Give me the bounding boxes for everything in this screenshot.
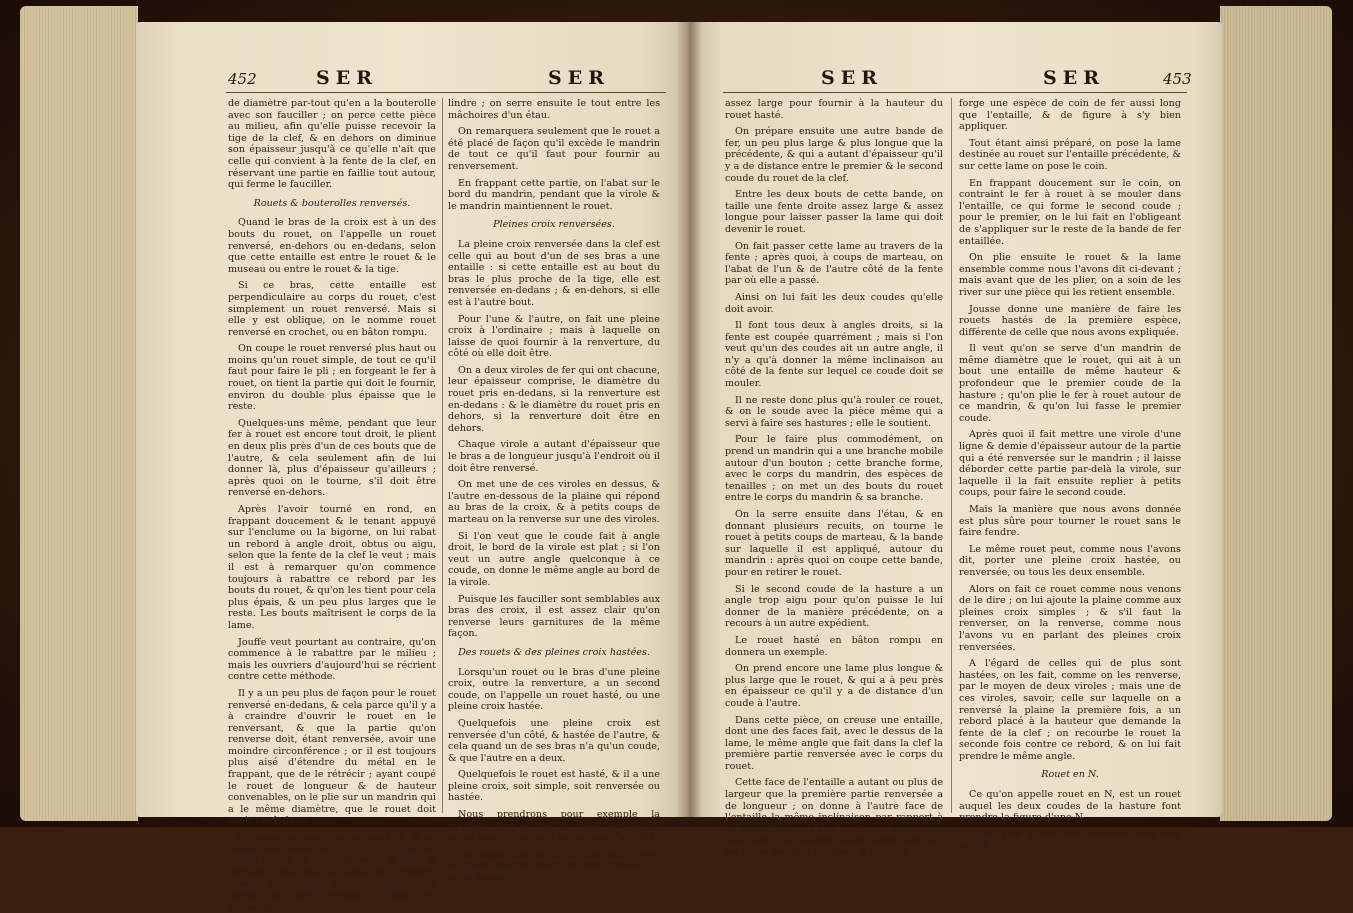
- paragraph: Entre les deux bouts de cette bande, on taille une fente droite assez large & assez longue pour laisser passer la lame qui doit devenir le rouet.: [725, 189, 943, 235]
- paragraph: Il veut qu'on se serve d'un mandrin de même diamètre que le rouet, qui ait à un bout une entaille de même hauteur & profondeur que le premier coude de la hasture ; qu'on plie le fer à rouet autour de ce mandrin, & qu'on lui fasse le premier coude.: [959, 343, 1181, 424]
- paragraph: forge une espèce de coin de fer aussi long que l'entaille, & de figure à s'y bien appliquer.: [959, 98, 1181, 133]
- paragraph: Ce qu'on appelle rouet en N, est un rouet auquel les deux coudes de la hasture font prendre la figure d'une N.: [959, 789, 1181, 824]
- book-gutter: [676, 22, 702, 817]
- paragraph: Il font tous deux à angles droits, si la fente est coupée quarrément ; mais si l'on veut qu'un des coudes ait un autre angle, il n'y a qu'à donner la même inclinaison au côté de la fente sur lequel ce coude doit se mouler.: [725, 320, 943, 390]
- right-page-column-2: [959, 98, 1181, 852]
- paragraph: Si ce bras, cette entaille est perpendiculaire au corps du rouet, c'est simplement un rouet renversé. Mais si elle y est oblique, on le nomme rouet renversé en crochet, ou en bâton rompu.: [228, 280, 436, 338]
- paragraph: On laisse le rouet sur ce mandrin, & on prend une virole de fer qui n'a pas un cercle entier de circonférence, & dont le diamètre est égal à celui du cylindre revêtu du rouet ; on met cette virole autour du rouet, comme le rouet est autour du cy-: [228, 832, 436, 913]
- paragraph: Si l'on veut que le coude fait à angle droit, le bord de la virole est plat ; si l'on veut un autre angle quelconque à ce coude, on donne le même angle au bord de la virole.: [448, 530, 660, 588]
- right-running-head-1: SER: [821, 67, 883, 89]
- paragraph: Après quoi il fait mettre une virole d'une ligne & demie d'épaisseur autour de la partie qui a été renversée sur le mandrin ; il laisse déborder cette partie par-delà la virole, sur laquelle il la fait ensuite replier à petits coups, pour faire le second coude.: [959, 429, 1181, 499]
- paragraph: A l'égard de celles qui de plus sont hastées, on les fait, comme on les renverse, par le moyen de deux viroles ; mais une de ces viroles, savoir, celle sur laquelle on a renversé la plaine la première fois, a un rebord placé à la hauteur que demande la fente de la clef ; on recourbe le rouet la seconde fois contre ce rebord, & on lui fait prendre le même angle.: [959, 658, 1181, 762]
- paragraph: On coupe la bande de fer qui doit former le rouet, comme pour un rouet simple, & on la prend: [448, 848, 660, 884]
- paragraph: Puisque les fauciller sont semblables aux bras des croix, il est assez clair qu'on renverse leurs garnitures de la même façon.: [448, 593, 660, 640]
- paragraph: Pour le faire plus commodément, on prend un mandrin qui a une branche mobile autour d'un bouton ; cette branche forme, avec le corps du mandrin, des espèces de tenailles ; on met un des bouts du rouet entre le corps du mandrin & sa branche.: [725, 434, 943, 504]
- paragraph: lindre ; on serre ensuite le tout entre les mâchoires d'un étau.: [448, 98, 660, 121]
- paragraph: On coupe le rouet renversé plus haut ou moins qu'un rouet simple, de tout ce qu'il faut pour faire le pli ; en forgeant le fer à rouet, on tient la partie qui doit le fournir, environ du double plus épaisse que le reste.: [228, 343, 436, 413]
- paragraph: Mais la manière que nous avons donnée est plus sûre pour tourner le rouet sans le faire fendre.: [959, 504, 1181, 539]
- left-running-head-2: SER: [548, 67, 610, 89]
- paragraph: Jousse donne une manière de faire les rouets hastés de la première espèce, différente de celle que nous avons expliquée.: [959, 303, 1181, 338]
- paragraph: On la serre ensuite dans l'étau, & en donnant plusieurs recuits, on tourne le rouet à petits coups de marteau, & la bande sur laquelle il est appliqué, autour du mandrin : après quoi on coupe cette bande, pour en retirer le rouet.: [725, 509, 943, 578]
- paragraph: Il est aisé d'imaginer comment doit être taillée: [959, 828, 1181, 852]
- right-page-column-1: [725, 98, 943, 859]
- section-heading: Rouets & bouterolles renversés.: [253, 197, 411, 209]
- paragraph: Alors on fait ce rouet comme nous venons de le dire ; on lui ajoute la plaine comme aux pleines croix simples ; & s'il faut la renverser, on la renverse, comme nous l'avons vu en parlant des pleines croix renversées.: [959, 583, 1181, 653]
- paragraph: Quelquefois une pleine croix est renversée d'un côté, & hastée de l'autre, & cela quand un de ses bras n'a qu'un coude, & que l'autre en a deux.: [448, 717, 660, 764]
- paragraph: Lorsqu'un rouet ou le bras d'une pleine croix, outre la renverture, a un second coude, on l'appelle un rouet hasté, ou une pleine croix hastée.: [448, 666, 660, 713]
- paragraph: On fait passer cette lame au travers de la fente ; après quoi, à coups de marteau, on l'abat de l'un & de l'autre côté de la fente par où elle a passé.: [725, 240, 943, 287]
- left-page-column-2: [448, 98, 660, 884]
- paragraph: On plie ensuite le rouet & la lame ensemble comme nous l'avons dit ci-devant ; mais avant que de les plier, on a soin de les river sur une pièce qui les retient ensemble.: [959, 252, 1181, 298]
- paragraph: assez large pour fournir à la hauteur du rouet hasté.: [725, 98, 943, 121]
- right-page-number: 453: [1163, 70, 1192, 88]
- paragraph: Il ne reste donc plus qu'à rouler ce rouet, & on le soude avec la pièce même qui a servi à faire ses hastures ; elle le soutient.: [725, 394, 943, 429]
- paragraph: Dans cette pièce, on creuse une entaille, dont une des faces fait, avec le dessus de la lame, le même angle que fait dans la clef la première partie renversée avec le corps du rouet.: [725, 714, 943, 772]
- paragraph: de diamètre par-tout qu'en a la bouterolle avec son fauciller ; on perce cette pièce au milieu, afin qu'elle puisse recevoir la tige de la clef, & en dehors on diminue son épaisseur jusqu'à ce qu'elle n'ait que celle qui convient à la fente de la clef, en réservant une partie en faillie tout autour, qui ferme le fauciller.: [228, 98, 436, 191]
- right-page-edges: [1220, 6, 1332, 821]
- paragraph: La pleine croix renversée dans la clef est celle qui au bout d'un de ses bras a une entaille : si cette entaille est au bout du bras le plus proche de la tige, elle est renversée en-dedans ; & en-dehors, si elle est à l'autre bout.: [448, 238, 660, 308]
- paragraph: Cette face de l'entaille a autant ou plus de largeur que la première partie renversée a de longueur ; on donne à l'autre face de l'entaille la même inclinaison par rapport à la précédente, qu'à la partie du rouet, qui vient après le second coude, avec celle qui est entre les deux coudes ; & enfin on: [725, 777, 943, 859]
- paragraph: Chaque virole a autant d'épaisseur que le bras a de longueur jusqu'à l'endroit où il doit être renversé.: [448, 439, 660, 474]
- left-page: [136, 22, 689, 913]
- left-page-number: 452: [228, 70, 257, 88]
- section-heading: Des rouets & des pleines croix hastées.: [458, 646, 650, 658]
- paragraph: Quand le bras de la croix est à un des bouts du rouet, on l'appelle un rouet renversé, en-dehors ou en-dedans, selon que cette entaille est entre le rouet & le museau ou entre le rouet & la tige.: [228, 217, 436, 275]
- paragraph: En frappant doucement sur le coin, on contraint le fer à rouet à se mouler dans l'entaille, ce qui forme le second coude ; pour le premier, on le lui fait en l'obligeant de s'appliquer sur le reste de la bande de fer entaillée.: [959, 177, 1181, 247]
- paragraph: Quelques-uns même, pendant que leur fer à rouet est encore tout droit, le plient en deux plis près d'un de ces bouts que de l'autre, & cela seulement afin de lui donner là, plus d'épaisseur qu'ailleurs ; après quoi on le tourne, s'il doit être renversé en-dehors.: [228, 417, 436, 499]
- right-running-head-2: SER: [1043, 67, 1105, 89]
- paragraph: Quelquefois le rouet est hasté, & il a une pleine croix, soit simple, soit renversée ou hastée.: [448, 769, 660, 804]
- paragraph: On prépare ensuite une autre bande de fer, un peu plus large & plus longue que la précédente, & qui a autant d'épaisseur qu'il y a de distance entre le premier & le second coude du rouet de la clef.: [725, 126, 943, 184]
- left-header-rule: [226, 92, 666, 93]
- section-heading: Rouet en N.: [1041, 769, 1099, 781]
- section-heading: Pleines croix renversées.: [493, 219, 615, 231]
- paragraph: Tout étant ainsi préparé, on pose la lame destinée au rouet sur l'entaille précédente, & sur cette lame on pose le coin.: [959, 137, 1181, 172]
- right-page: [689, 22, 1222, 859]
- paragraph: Pour l'une & l'autre, on fait une pleine croix à l'ordinaire ; mais à laquelle on laisse de quoi fournir à la renverture, du côté où elle doit être.: [448, 313, 660, 360]
- paragraph: Il y a un peu plus de façon pour le rouet renversé en-dedans, & cela parce qu'il y a à craindre d'ouvrir le rouet en le renversant, & que la partie qu'on renverse doit, étant renversée, avoir une moindre circonférence ; or il est toujours plus aisé d'étendre du métal en le frappant, que de le rétrécir ; ayant coupé le rouet de longueur & de hauteur convenables, on le plie sur un mandrin qui a le même diamètre, que le rouet doit avoir en-dedans.: [228, 687, 436, 827]
- right-header-rule: [723, 92, 1187, 93]
- paragraph: Après l'avoir tourné en rond, en frappant doucement & le tenant appuyé sur l'enclume ou la bigorne, on lui rabat un rebord à angle droit, obtus ou aigu, selon que la fente de la clef le veut ; mais il est à remarquer qu'on commence toujours à rabattre ce rebord par les bouts du rouet, & qu'on les tient pour cela plus épais, & un peu plus larges que le reste. Les bouts maîtrisent le corps de la lame.: [228, 504, 436, 631]
- left-column-divider: [442, 98, 443, 813]
- paragraph: Jouffe veut pourtant au contraire, qu'on commence à le rabattre par le milieu ; mais les ouvriers d'aujourd'hui se récrient contre cette méthode.: [228, 636, 436, 683]
- left-page-edges: [20, 6, 138, 821]
- paragraph: On a deux viroles de fer qui ont chacune, leur épaisseur comprise, le diamètre du rouet pris en-dedans, si la renverture est en-dedans : & le diamètre du rouet pris en dehors, si la renverture doit être en dehors.: [448, 364, 660, 434]
- paragraph: Si le second coude de la hasture a un angle trop aigu pour qu'on puisse le lui donner de la manière précédente, on a recours à un autre expédient.: [725, 583, 943, 630]
- paragraph: On prend encore une lame plus longue & plus large que le rouet, & qui a à peu près en épaisseur ce qu'il y a de distance d'un coude à l'autre.: [725, 663, 943, 709]
- paragraph: Le même rouet peut, comme nous l'avons dit, porter une pleine croix hastée, ou renversée, ou tous les deux ensemble.: [959, 543, 1181, 578]
- paragraph: Le rouet hasté en bâton rompu en donnera un exemple.: [725, 634, 943, 658]
- left-page-column-1: [228, 98, 436, 913]
- paragraph: Ainsi on lui fait les deux coudes qu'elle doit avoir.: [725, 291, 943, 315]
- paragraph: Nous prendrons pour exemple la manière dont on fait un rouet simple qui porte une pleine croix renversée d'un côté.: [448, 809, 660, 844]
- right-column-divider: [951, 98, 952, 813]
- paragraph: En frappant cette partie, on l'abat sur le bord du mandrin, pendant que la virole & le mandrin maintiennent le rouet.: [448, 177, 660, 212]
- paragraph: On met une de ces viroles en dessus, & l'autre en-dessous de la plaine qui répond au bras de la croix, & à petits coups de marteau on la renverse sur une des viroles.: [448, 479, 660, 525]
- left-running-head-1: SER: [316, 67, 378, 89]
- paragraph: On remarquera seulement que le rouet a été placé de façon qu'il excède le mandrin de tout ce qu'il faut pour fournir au renversement.: [448, 126, 660, 172]
